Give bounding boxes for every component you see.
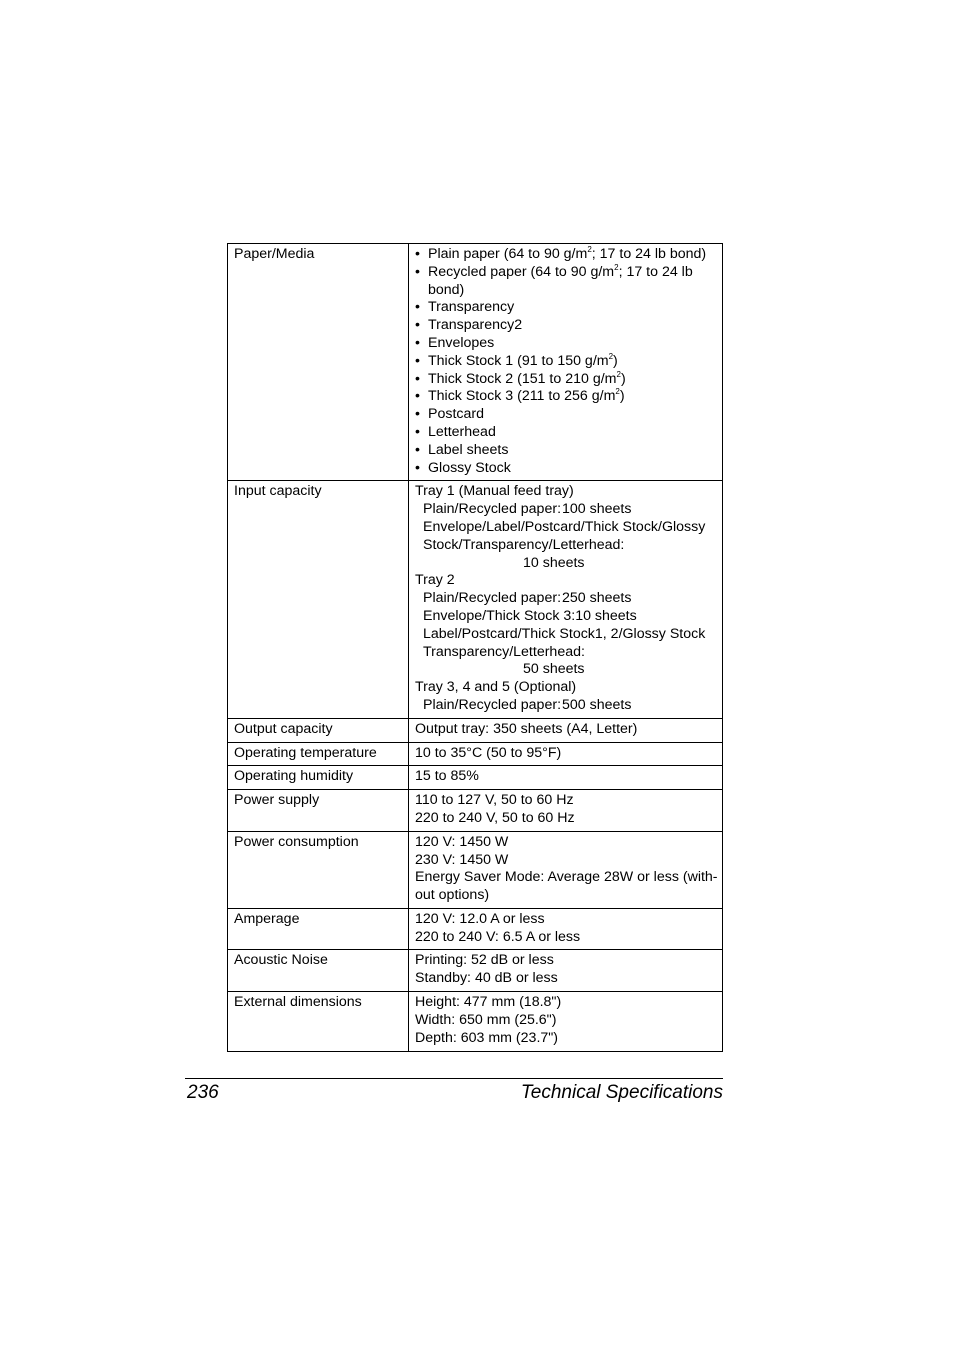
row-label-external-dimensions: External dimensions	[228, 992, 409, 1052]
operating-humidity-value: 15 to 85%	[409, 766, 723, 790]
list-item: • Plain paper (64 to 90 $g/m^2$; 17 to 24 lb bond)	[415, 245, 707, 262]
table-row	[228, 718, 723, 742]
text-line: 10 sheets	[523, 554, 585, 571]
row-label-paper-media: Paper/Media	[228, 244, 409, 481]
text-line: Tray 2	[415, 572, 455, 589]
row-label-power-consumption: Power consumption	[228, 831, 409, 908]
row-label-output-capacity: Output capacity	[228, 718, 409, 742]
list-item: • Letterhead	[415, 423, 496, 440]
row-label-operating-temperature: Operating temperature	[228, 742, 409, 766]
external-dimensions-value: Height: 477 mm (18.8") Width: 650 mm (25.6") Depth: 603 mm (23.7")	[409, 992, 723, 1052]
table-row	[228, 831, 723, 908]
amperage-value: 120 V: 12.0 A or less 220 to 240 V: 6.5 A or less	[409, 908, 723, 950]
table-row	[228, 481, 723, 718]
text-line: Tray 3, 4 and 5 (Optional)	[415, 679, 577, 696]
text-line: Label/Postcard/Thick Stock1, 2/Glossy Stock	[423, 625, 706, 642]
list-item: • Postcard	[415, 406, 484, 423]
power-supply-value: 110 to 127 V, 50 to 60 Hz 220 to 240 V, 50 to 60 Hz	[409, 790, 723, 832]
list-item: • Label sheets	[415, 441, 509, 458]
output-capacity-value: Output tray: 350 sheets (A4, Letter)	[409, 718, 723, 742]
section-title: Technical Specifications	[520, 1082, 723, 1103]
list-item: • Thick Stock 3 (211 to 256 $g/m^2$)	[415, 387, 625, 405]
operating-temperature-value: 10 to 35°C (50 to 95°F)	[409, 742, 723, 766]
row-label-input-capacity: Input capacity	[228, 481, 409, 718]
text-line: 50 sheets	[523, 661, 585, 678]
page-number: 236	[187, 1082, 219, 1103]
list-item: • Transparency2	[415, 317, 523, 334]
list-item: • Thick Stock 1 (91 to 150 $g/m^2$)	[415, 351, 618, 369]
list-item: • Thick Stock 2 (151 to 210 $g/m^2$)	[415, 369, 626, 387]
paper-media-list	[409, 244, 723, 481]
text-line: Plain/Recycled paper:100 sheets	[423, 501, 632, 518]
specifications-table	[227, 243, 723, 1052]
text-line: Envelope/Thick Stock 3:10 sheets	[423, 607, 637, 624]
power-consumption-value: 120 V: 1450 W 230 V: 1450 W Energy Saver Mode: Average 28W or less (with- out options)	[409, 831, 723, 908]
list-item: • Transparency	[415, 299, 515, 316]
table-row	[228, 992, 723, 1052]
input-capacity-value	[409, 481, 723, 718]
text-line: Plain/Recycled paper:500 sheets	[423, 696, 632, 713]
list-item: • Envelopes	[415, 334, 495, 351]
text-line: Tray 1 (Manual feed tray)	[415, 483, 574, 500]
table-row	[228, 908, 723, 950]
row-label-operating-humidity: Operating humidity	[228, 766, 409, 790]
row-label-acoustic-noise: Acoustic Noise	[228, 950, 409, 992]
row-label-power-supply: Power supply	[228, 790, 409, 832]
text-line: Transparency/Letterhead:	[423, 643, 585, 660]
row-label-amperage: Amperage	[228, 908, 409, 950]
table-row	[228, 950, 723, 992]
acoustic-noise-value: Printing: 52 dB or less Standby: 40 dB or less	[409, 950, 723, 992]
footer-divider	[185, 1078, 723, 1079]
list-item: • Recycled paper (64 to 90 $g/m^2$; 17 to 24 lb bond)	[415, 262, 693, 298]
table-row	[228, 244, 723, 481]
table-row	[228, 742, 723, 766]
table-row	[228, 790, 723, 832]
table-row	[228, 766, 723, 790]
text-line: Stock/Transparency/Letterhead:	[423, 536, 625, 553]
text-line: Plain/Recycled paper:250 sheets	[423, 590, 632, 607]
text-line: Envelope/Label/Postcard/Thick Stock/Glossy	[423, 518, 706, 535]
list-item: • Glossy Stock	[415, 459, 511, 476]
